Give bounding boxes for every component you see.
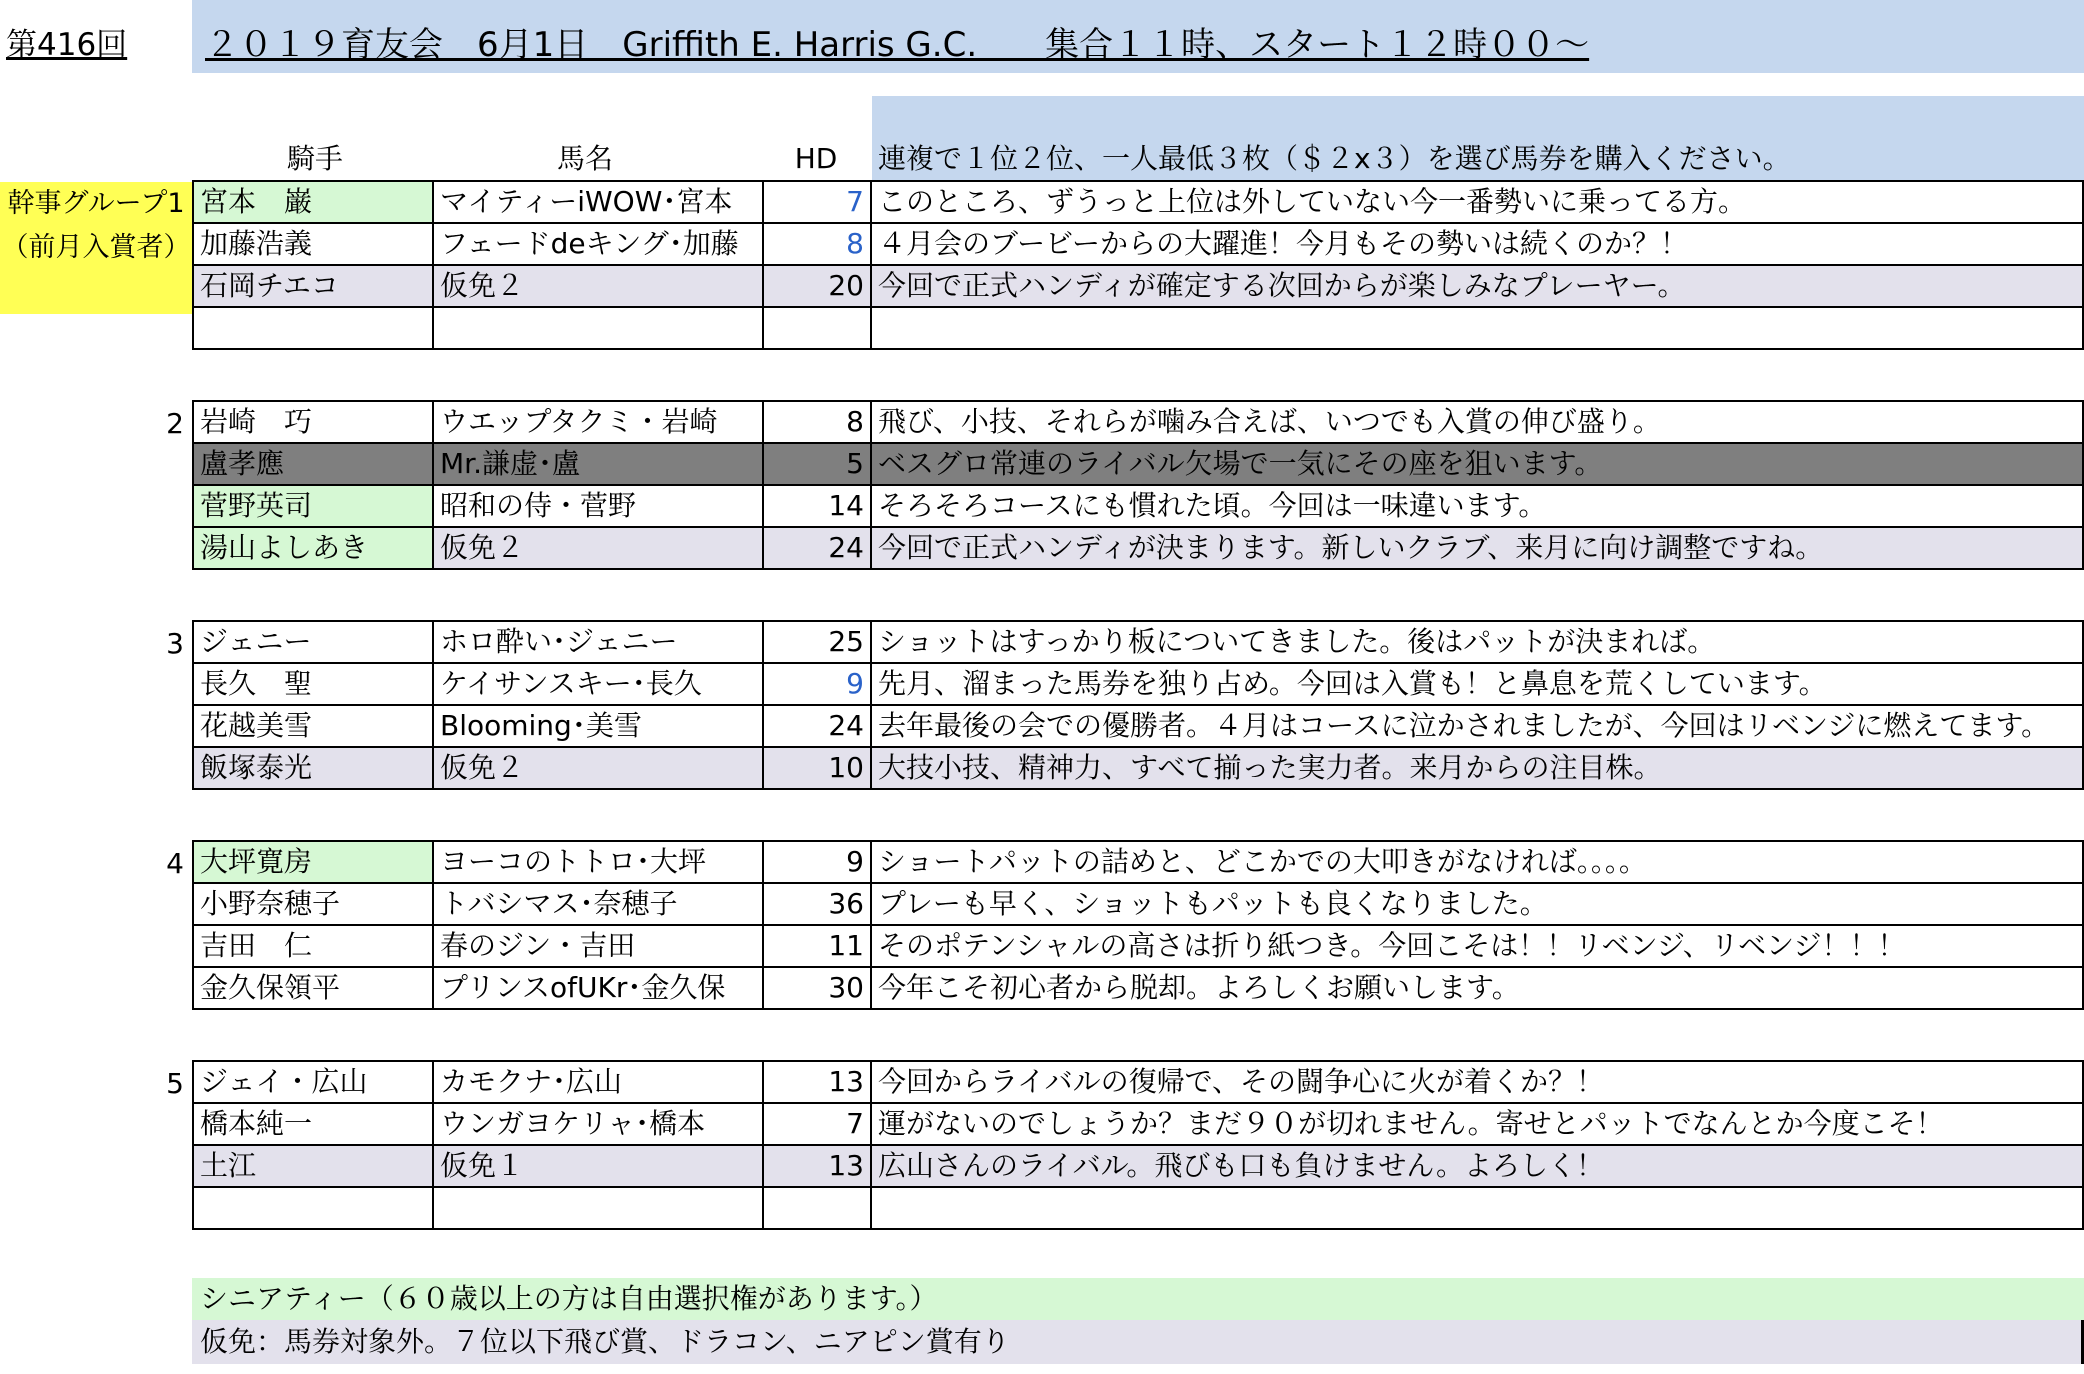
jockey-column-header: 騎手: [286, 142, 343, 175]
jockey-cell: 金久保領平: [193, 967, 433, 1009]
hd-cell: 14: [763, 485, 871, 527]
table-row: [193, 883, 2083, 925]
jockey-cell: 土江: [193, 1145, 433, 1187]
comment-cell: 今回で正式ハンディが決まります。新しいクラブ、来月に向け調整ですね。: [871, 527, 2083, 569]
horse-cell: 仮免２: [433, 747, 763, 789]
comment-cell: このところ、ずうっと上位は外していない今一番勢いに乗ってる方。: [871, 181, 2083, 223]
jockey-cell: 橋本純一: [193, 1103, 433, 1145]
jockey-cell: 加藤浩義: [193, 223, 433, 265]
hd-cell: 5: [763, 443, 871, 485]
horse-cell: [433, 307, 763, 349]
jockey-cell: 大坪寛房: [193, 841, 433, 883]
horse-cell: カモクナ･広山: [433, 1061, 763, 1103]
jockey-cell: [193, 307, 433, 349]
comment-cell: 今年こそ初心者から脱却。よろしくお願いします。: [871, 967, 2083, 1009]
comment-cell: そのポテンシャルの高さは折り紙つき。今回こそは！！リベンジ、リベンジ！！！: [871, 925, 2083, 967]
group-1-label: 幹事グループ1: [7, 188, 185, 219]
hd-cell: 24: [763, 527, 871, 569]
group-number: 4: [166, 847, 184, 880]
horse-column-header: 馬名: [556, 142, 613, 175]
group-number: 2: [166, 407, 184, 440]
hd-cell: 20: [763, 265, 871, 307]
comment-cell: ベスグロ常連のライバル欠場で一気にその座を狙います。: [871, 443, 2083, 485]
jockey-cell: [193, 1187, 433, 1229]
table-row: [193, 967, 2083, 1009]
table-row: [193, 265, 2083, 307]
group-2-table: [192, 400, 2084, 570]
horse-cell: ウンガヨケリャ･橋本: [433, 1103, 763, 1145]
horse-cell: 春のジン・吉田: [433, 925, 763, 967]
table-row: [193, 181, 2083, 223]
senior-tee-note: シニアティー（６０歳以上の方は自由選択権があります。）: [192, 1278, 2084, 1320]
hd-cell: 8: [763, 401, 871, 443]
jockey-cell: 湯山よしあき: [193, 527, 433, 569]
horse-cell: Mr.謙虚･盧: [433, 443, 763, 485]
page-title: ２０１９育友会 6月1日 Griffith E. Harris G.C. 集合１１時、スタート１２時００～: [205, 25, 1590, 65]
table-row: [193, 527, 2083, 569]
table-row: [193, 307, 2083, 349]
jockey-cell: 花越美雪: [193, 705, 433, 747]
jockey-cell: 岩崎 巧: [193, 401, 433, 443]
comment-cell: ショットはすっかり板についてきました。後はパットが決まれば。: [871, 621, 2083, 663]
comment-cell: 大技小技、精神力、すべて揃った実力者。来月からの注目株。: [871, 747, 2083, 789]
group-number: 5: [166, 1067, 184, 1100]
hd-cell: 9: [763, 841, 871, 883]
horse-cell: Blooming･美雪: [433, 705, 763, 747]
group-number: 3: [166, 627, 184, 660]
betting-instructions: 連複で１位２位、一人最低３枚（＄２x３）を選び馬券を購入ください。: [878, 142, 1791, 175]
hd-cell: 9: [763, 663, 871, 705]
hd-cell: 11: [763, 925, 871, 967]
horse-cell: フェードdeキング･加藤: [433, 223, 763, 265]
group-4-table: [192, 840, 2084, 1010]
hd-cell: [763, 307, 871, 349]
jockey-cell: 盧孝應: [193, 443, 433, 485]
comment-cell: ４月会のブービーからの大躍進！今月もその勢いは続くのか？！: [871, 223, 2083, 265]
comment-cell: 広山さんのライバル。飛びも口も負けません。よろしく！: [871, 1145, 2083, 1187]
horse-cell: 仮免２: [433, 527, 763, 569]
edition-number: 第416回: [6, 27, 128, 63]
hd-cell: 8: [763, 223, 871, 265]
group-1-table: [192, 180, 2084, 350]
jockey-cell: ジェニー: [193, 621, 433, 663]
hd-cell: 7: [763, 181, 871, 223]
horse-cell: プリンスofUKr･金久保: [433, 967, 763, 1009]
horse-cell: ケイサンスキー･長久: [433, 663, 763, 705]
group-5-table: [192, 1060, 2084, 1230]
hd-cell: 10: [763, 747, 871, 789]
table-row: [193, 401, 2083, 443]
hd-cell: 24: [763, 705, 871, 747]
comment-cell: 先月、溜まった馬券を独り占め。今回は入賞も！と鼻息を荒くしています。: [871, 663, 2083, 705]
table-row: [193, 621, 2083, 663]
horse-cell: ヨーコのトトロ･大坪: [433, 841, 763, 883]
hd-cell: 25: [763, 621, 871, 663]
comment-cell: 飛び、小技、それらが噛み合えば、いつでも入賞の伸び盛り。: [871, 401, 2083, 443]
table-row: [193, 1061, 2083, 1103]
jockey-cell: 小野奈穂子: [193, 883, 433, 925]
horse-cell: 仮免２: [433, 265, 763, 307]
horse-cell: ウエップタクミ・岩崎: [433, 401, 763, 443]
table-row: [193, 485, 2083, 527]
horse-cell: ホロ酔い･ジェニー: [433, 621, 763, 663]
table-row: [193, 705, 2083, 747]
table-row: [193, 1145, 2083, 1187]
table-row: [193, 1187, 2083, 1229]
table-row: [193, 443, 2083, 485]
jockey-cell: ジェイ・広山: [193, 1061, 433, 1103]
comment-cell: ショートパットの詰めと、どこかでの大叩きがなければ。。。。: [871, 841, 2083, 883]
jockey-cell: 長久 聖: [193, 663, 433, 705]
horse-cell: トバシマス･奈穂子: [433, 883, 763, 925]
horse-cell: [433, 1187, 763, 1229]
jockey-cell: 宮本 巌: [193, 181, 433, 223]
provisional-note: 仮免：馬券対象外。７位以下飛び賞、ドラコン、ニアピン賞有り: [192, 1320, 2084, 1364]
comment-cell: [871, 307, 2083, 349]
jockey-cell: 石岡チエコ: [193, 265, 433, 307]
horse-cell: 仮免１: [433, 1145, 763, 1187]
table-row: [193, 1103, 2083, 1145]
hd-cell: [763, 1187, 871, 1229]
jockey-cell: 飯塚泰光: [193, 747, 433, 789]
comment-cell: プレーも早く、ショットもパットも良くなりました。: [871, 883, 2083, 925]
comment-cell: 今回からライバルの復帰で、その闘争心に火が着くか？！: [871, 1061, 2083, 1103]
group-3-table: [192, 620, 2084, 790]
hd-cell: 36: [763, 883, 871, 925]
comment-cell: 運がないのでしょうか？まだ９０が切れません。寄せとパットでなんとか今度こそ！: [871, 1103, 2083, 1145]
comment-cell: [871, 1187, 2083, 1229]
hd-cell: 7: [763, 1103, 871, 1145]
comment-cell: 去年最後の会での優勝者。４月はコースに泣かされましたが、今回はリベンジに燃えてます。: [871, 705, 2083, 747]
group-1-sublabel: （前月入賞者）: [1, 232, 191, 263]
hd-column-header: HD: [794, 142, 838, 175]
horse-cell: 昭和の侍・菅野: [433, 485, 763, 527]
horse-cell: マイティーiWOW･宮本: [433, 181, 763, 223]
table-row: [193, 663, 2083, 705]
comment-cell: そろそろコースにも慣れた頃。今回は一味違います。: [871, 485, 2083, 527]
hd-cell: 30: [763, 967, 871, 1009]
jockey-cell: 菅野英司: [193, 485, 433, 527]
hd-cell: 13: [763, 1061, 871, 1103]
table-row: [193, 747, 2083, 789]
table-row: [193, 223, 2083, 265]
table-row: [193, 925, 2083, 967]
table-row: [193, 841, 2083, 883]
comment-cell: 今回で正式ハンディが確定する次回からが楽しみなプレーヤー。: [871, 265, 2083, 307]
jockey-cell: 吉田 仁: [193, 925, 433, 967]
hd-cell: 13: [763, 1145, 871, 1187]
